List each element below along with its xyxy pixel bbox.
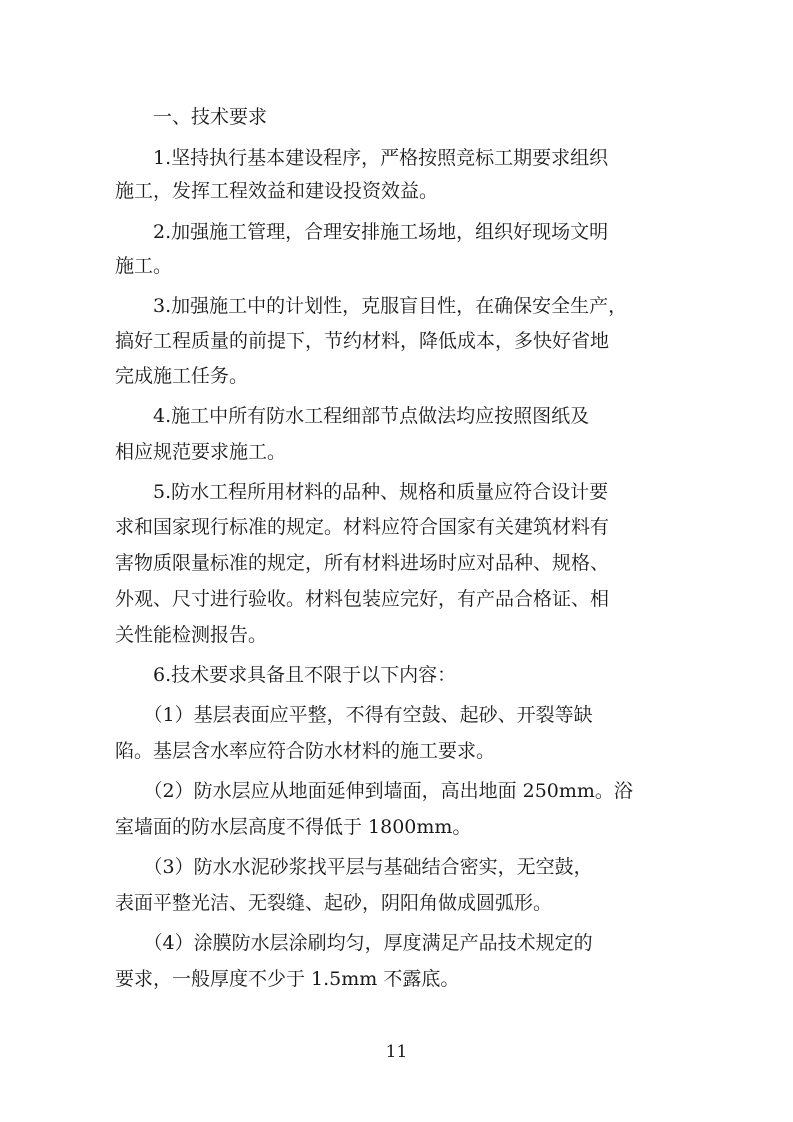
paragraph-line: 施工，发挥工程效益和建设投资效益。 — [115, 180, 439, 202]
paragraph-line: 搞好工程质量的前提下，节约材料，降低成本，多快好省地 — [115, 330, 610, 352]
paragraph-line: 要求，一般厚度不少于 1.5mm 不露底。 — [115, 968, 460, 990]
paragraph-line: （4）涂膜防水层涂刷均匀，厚度满足产品技术规定的 — [115, 932, 593, 954]
paragraph-line: 4.施工中所有防水工程细部节点做法均应按照图纸及 — [115, 405, 590, 427]
paragraph-line: 5.防水工程所用材料的品种、规格和质量应符合设计要 — [115, 481, 609, 503]
paragraph-line: 害物质限量标准的规定，所有材料进场时应对品种、规格、 — [115, 552, 610, 574]
paragraph-line: 3.加强施工中的计划性，克服盲目性，在确保安全生产， — [115, 295, 628, 317]
paragraph-line: 1.坚持执行基本建设程序，严格按照竞标工期要求组织 — [115, 147, 609, 169]
section-heading: 一、技术要求 — [115, 106, 268, 128]
paragraph-line: 6.技术要求具备且不限于以下内容： — [115, 664, 457, 686]
paragraph-line: 室墙面的防水层高度不得低于 1800mm。 — [115, 816, 472, 838]
paragraph-line: 施工。 — [115, 255, 173, 277]
paragraph-line: 表面平整光洁、无裂缝、起砂，阴阳角做成圆弧形。 — [115, 892, 553, 914]
paragraph-line: （1）基层表面应平整，不得有空鼓、起砂、开裂等缺 — [115, 704, 593, 726]
paragraph-line: 关性能检测报告。 — [115, 624, 268, 646]
paragraph-line: （2）防水层应从地面延伸到墙面，高出地面 250mm。浴 — [115, 780, 633, 802]
paragraph-line: （3）防水水泥砂浆找平层与基础结合密实，无空鼓， — [115, 856, 593, 878]
paragraph-line: 2.加强施工管理，合理安排施工场地，组织好现场文明 — [115, 221, 609, 243]
page-number: 11 — [385, 1042, 408, 1062]
paragraph-line: 完成施工任务。 — [115, 365, 249, 387]
paragraph-line: 外观、尺寸进行验收。材料包装应完好，有产品合格证、相 — [115, 588, 610, 610]
paragraph-line: 相应规范要求施工。 — [115, 441, 287, 463]
paragraph-line: 陷。基层含水率应符合防水材料的施工要求。 — [115, 740, 496, 762]
paragraph-line: 求和国家现行标准的规定。材料应符合国家有关建筑材料有 — [115, 516, 610, 538]
